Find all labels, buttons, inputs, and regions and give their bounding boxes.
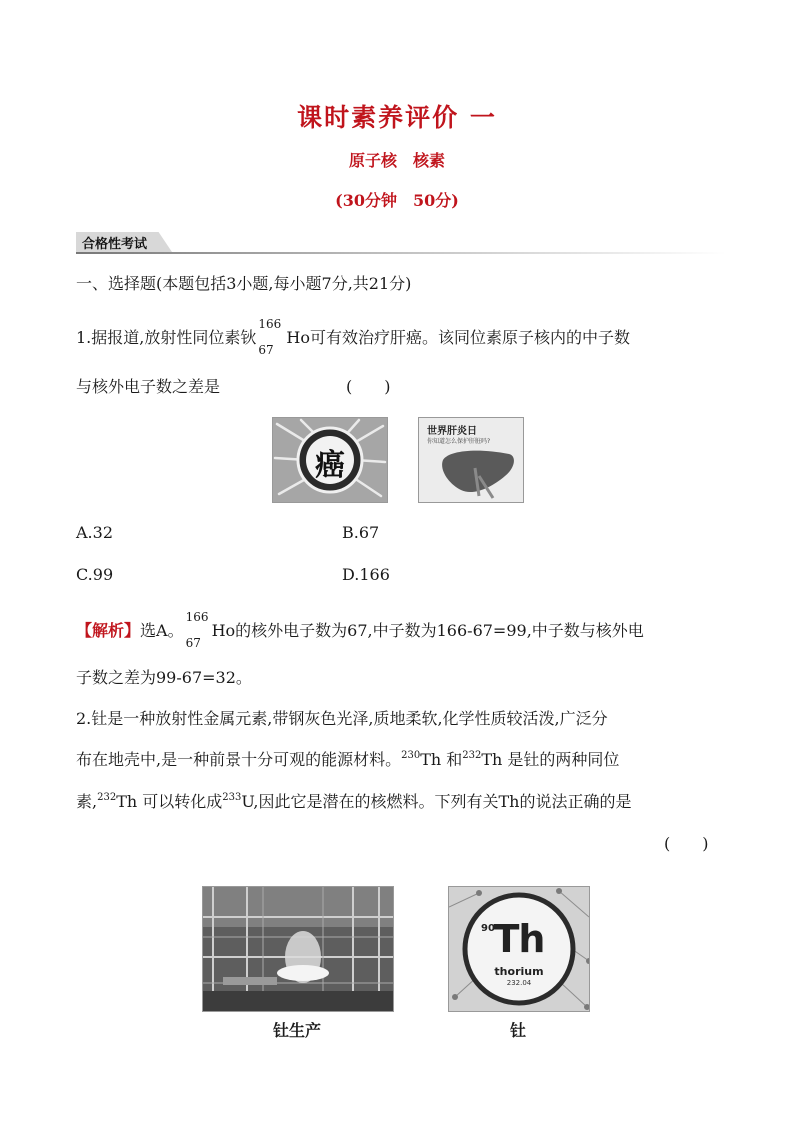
analysis-iso-num: 67 <box>185 636 201 650</box>
q2-line3-a: 素, <box>76 792 98 811</box>
element-caption: 钍 <box>509 1021 526 1040</box>
hepatitis-day-image <box>418 417 524 503</box>
analysis-text: 的核外电子数为67,中子数为166-67=99,中子数与核外电 <box>235 621 644 640</box>
cancer-image <box>272 417 388 503</box>
factory-illustration <box>203 887 393 1011</box>
element-number: 90 <box>481 923 495 934</box>
q1-isotope <box>256 317 286 357</box>
q1-line1 <box>76 317 630 357</box>
analysis-isotope <box>184 610 212 650</box>
production-caption: 钍生产 <box>272 1021 321 1040</box>
section-banner <box>76 232 726 254</box>
cancer-char: 癌 <box>315 448 345 483</box>
element-name: thorium <box>494 965 544 978</box>
q2-line3-sup2: 233 <box>222 792 242 803</box>
analysis-iso-symbol: Ho <box>211 621 236 640</box>
q2-answer-paren: ( ) <box>664 834 709 853</box>
q1-analysis-line2: 子数之差为99-67=32。 <box>76 668 252 687</box>
banner-label: 合格性考试 <box>82 237 148 252</box>
q2-line3-b: Th 可以转化成 <box>116 792 223 811</box>
page-title: 课时素养评价 一 <box>297 103 497 132</box>
q1-answer-paren: ( ) <box>346 377 391 396</box>
q2-line1: 2.钍是一种放射性金属元素,带钢灰色光泽,质地柔软,化学性质较活泼,广泛分 <box>76 709 608 728</box>
q1-line2: 与核外电子数之差是 <box>76 377 221 396</box>
q1-analysis-line1 <box>76 610 644 650</box>
q2-line3 <box>76 792 631 812</box>
banner-rule <box>76 252 726 254</box>
q1-iso-symbol: Ho <box>286 328 310 347</box>
q1-option-b[interactable]: B.67 <box>342 523 380 542</box>
thorium-production-image <box>202 886 394 1012</box>
q1-option-a[interactable]: A.32 <box>76 523 113 542</box>
q2-line2 <box>76 750 619 770</box>
q2-line2-sup1: 230 <box>401 750 421 761</box>
hepatitis-title: 世界肝炎日 <box>427 426 477 437</box>
q1-text-before: 1.据报道,放射性同位素钬 <box>76 328 257 347</box>
page-subtitle: 原子核 核素 <box>348 151 445 170</box>
analysis-tag: 【解析】 <box>76 621 141 640</box>
q1-option-d[interactable]: D.166 <box>342 565 390 584</box>
q2-line3-sup1: 232 <box>97 792 117 803</box>
liver-icon <box>439 446 517 500</box>
element-mass: 232.04 <box>506 979 532 987</box>
q2-line2-sup2: 232 <box>462 750 482 761</box>
q1-iso-num: 67 <box>258 343 274 357</box>
q1-option-c[interactable]: C.99 <box>76 565 114 584</box>
thorium-element-image <box>448 886 590 1012</box>
time-score: (30分钟 50分) <box>335 191 459 210</box>
analysis-iso-mass: 166 <box>185 610 209 624</box>
section-heading: 一、选择题(本题包括3小题,每小题7分,共21分) <box>76 274 412 293</box>
q2-line3-c: U,因此它是潜在的核燃料。下列有关Th的说法正确的是 <box>241 792 632 811</box>
q1-text-after: 可有效治疗肝癌。该同位素原子核内的中子数 <box>309 328 630 347</box>
hepatitis-sub: 你知道怎么保护肝脏吗? <box>427 438 491 445</box>
analysis-lead: 选A。 <box>140 621 184 640</box>
q2-line2-c: Th 是钍的两种同位 <box>481 750 620 769</box>
q2-line2-b: Th 和 <box>420 750 463 769</box>
element-symbol: Th <box>493 917 545 961</box>
q1-iso-mass: 166 <box>258 317 282 331</box>
q2-line2-a: 布在地壳中,是一种前景十分可观的能源材料。 <box>76 750 402 769</box>
